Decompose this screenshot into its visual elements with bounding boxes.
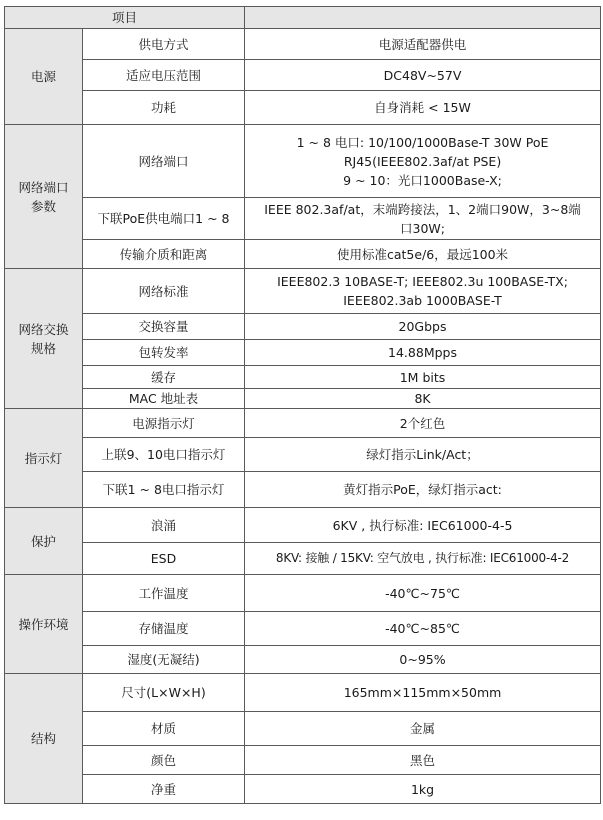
table-row <box>5 198 601 240</box>
group-label-structure: 结构 <box>5 674 83 804</box>
table-row <box>5 712 601 746</box>
group-label-environment: 操作环境 <box>5 575 83 674</box>
group-label-switching <box>5 269 83 409</box>
value-line: 1 ~ 8 电口: 10/100/1000Base-T 30W PoE <box>296 134 549 150</box>
value-line: 9 ~ 10：光口1000Base-X; <box>343 172 502 188</box>
row-value: 电源适配器供电 <box>245 29 601 60</box>
table-row <box>5 543 601 575</box>
header-row <box>5 7 601 29</box>
group-label-line: 规格 <box>30 340 56 356</box>
table-row <box>5 240 601 269</box>
row-value: 黄灯指示PoE，绿灯指示act: <box>245 472 601 508</box>
row-value: 金属 <box>245 712 601 746</box>
table-row <box>5 612 601 646</box>
row-value: -40℃~85℃ <box>245 612 601 646</box>
row-name: 颜色 <box>83 746 245 775</box>
row-name: 浪涌 <box>83 508 245 543</box>
table-row <box>5 366 601 389</box>
table-row <box>5 269 601 314</box>
row-name: 缓存 <box>83 366 245 389</box>
table-row <box>5 60 601 91</box>
row-value: 2个红色 <box>245 409 601 438</box>
row-value: -40℃~75℃ <box>245 575 601 612</box>
row-name: 下联PoE供电端口1 ~ 8 <box>83 198 245 240</box>
row-value: 1kg <box>245 775 601 804</box>
header-value <box>245 7 601 29</box>
value-line: 口30W; <box>400 220 445 236</box>
row-value <box>245 269 601 314</box>
table-row <box>5 508 601 543</box>
group-label-power: 电源 <box>5 29 83 125</box>
table-row <box>5 125 601 198</box>
group-label-line: 网络端口 <box>18 179 69 195</box>
value-line: RJ45(IEEE802.3af/at PSE) <box>343 153 502 169</box>
table-row <box>5 575 601 612</box>
table-row <box>5 775 601 804</box>
table-row <box>5 746 601 775</box>
group-label-line: 网络交换 <box>18 321 69 337</box>
row-name: MAC 地址表 <box>83 389 245 409</box>
table-row <box>5 438 601 472</box>
row-value: 1M bits <box>245 366 601 389</box>
header-item: 项目 <box>5 7 245 29</box>
row-value: 20Gbps <box>245 314 601 340</box>
row-name: 净重 <box>83 775 245 804</box>
row-name: 传输介质和距离 <box>83 240 245 269</box>
spec-table <box>4 6 601 804</box>
group-label-line: 参数 <box>30 198 56 214</box>
group-label-indicators: 指示灯 <box>5 409 83 508</box>
row-name: 交换容量 <box>83 314 245 340</box>
row-name: 工作温度 <box>83 575 245 612</box>
row-value <box>245 198 601 240</box>
table-row <box>5 314 601 340</box>
row-name: ESD <box>83 543 245 575</box>
row-value <box>245 125 601 198</box>
row-value: 6KV , 执行标准: IEC61000-4-5 <box>245 508 601 543</box>
row-name: 包转发率 <box>83 340 245 366</box>
row-name: 电源指示灯 <box>83 409 245 438</box>
table-row <box>5 646 601 674</box>
row-value: 165mm×115mm×50mm <box>245 674 601 712</box>
group-label-protection: 保护 <box>5 508 83 575</box>
row-name: 湿度(无凝结) <box>83 646 245 674</box>
row-name: 网络端口 <box>83 125 245 198</box>
row-value: 绿灯指示Link/Act； <box>245 438 601 472</box>
row-value: 8KV: 接触 / 15KV: 空气放电 , 执行标准: IEC61000-4-2 <box>245 543 601 575</box>
row-value: 自身消耗 < 15W <box>245 91 601 125</box>
row-value: 14.88Mpps <box>245 340 601 366</box>
row-name: 材质 <box>83 712 245 746</box>
row-name: 功耗 <box>83 91 245 125</box>
value-line: IEEE 802.3af/at，末端跨接法，1、2端口90W，3~8端 <box>264 201 581 217</box>
table-row <box>5 91 601 125</box>
row-value: 黑色 <box>245 746 601 775</box>
value-line: IEEE802.3 10BASE-T; IEEE802.3u 100BASE-TX; <box>277 274 568 289</box>
row-value: 使用标准cat5e/6，最远100米 <box>245 240 601 269</box>
table-row <box>5 340 601 366</box>
row-value: DC48V~57V <box>245 60 601 91</box>
table-row <box>5 29 601 60</box>
row-name: 尺寸(L×W×H) <box>83 674 245 712</box>
row-name: 网络标准 <box>83 269 245 314</box>
table-row <box>5 472 601 508</box>
row-name: 下联1 ~ 8电口指示灯 <box>83 472 245 508</box>
value-line: IEEE802.3ab 1000BASE-T <box>343 293 502 308</box>
row-name: 上联9、10电口指示灯 <box>83 438 245 472</box>
row-name: 适应电压范围 <box>83 60 245 91</box>
row-name: 供电方式 <box>83 29 245 60</box>
table-row <box>5 409 601 438</box>
row-value: 0~95% <box>245 646 601 674</box>
table-row <box>5 389 601 409</box>
table-row <box>5 674 601 712</box>
group-label-ports <box>5 125 83 269</box>
row-name: 存储温度 <box>83 612 245 646</box>
row-value: 8K <box>245 389 601 409</box>
